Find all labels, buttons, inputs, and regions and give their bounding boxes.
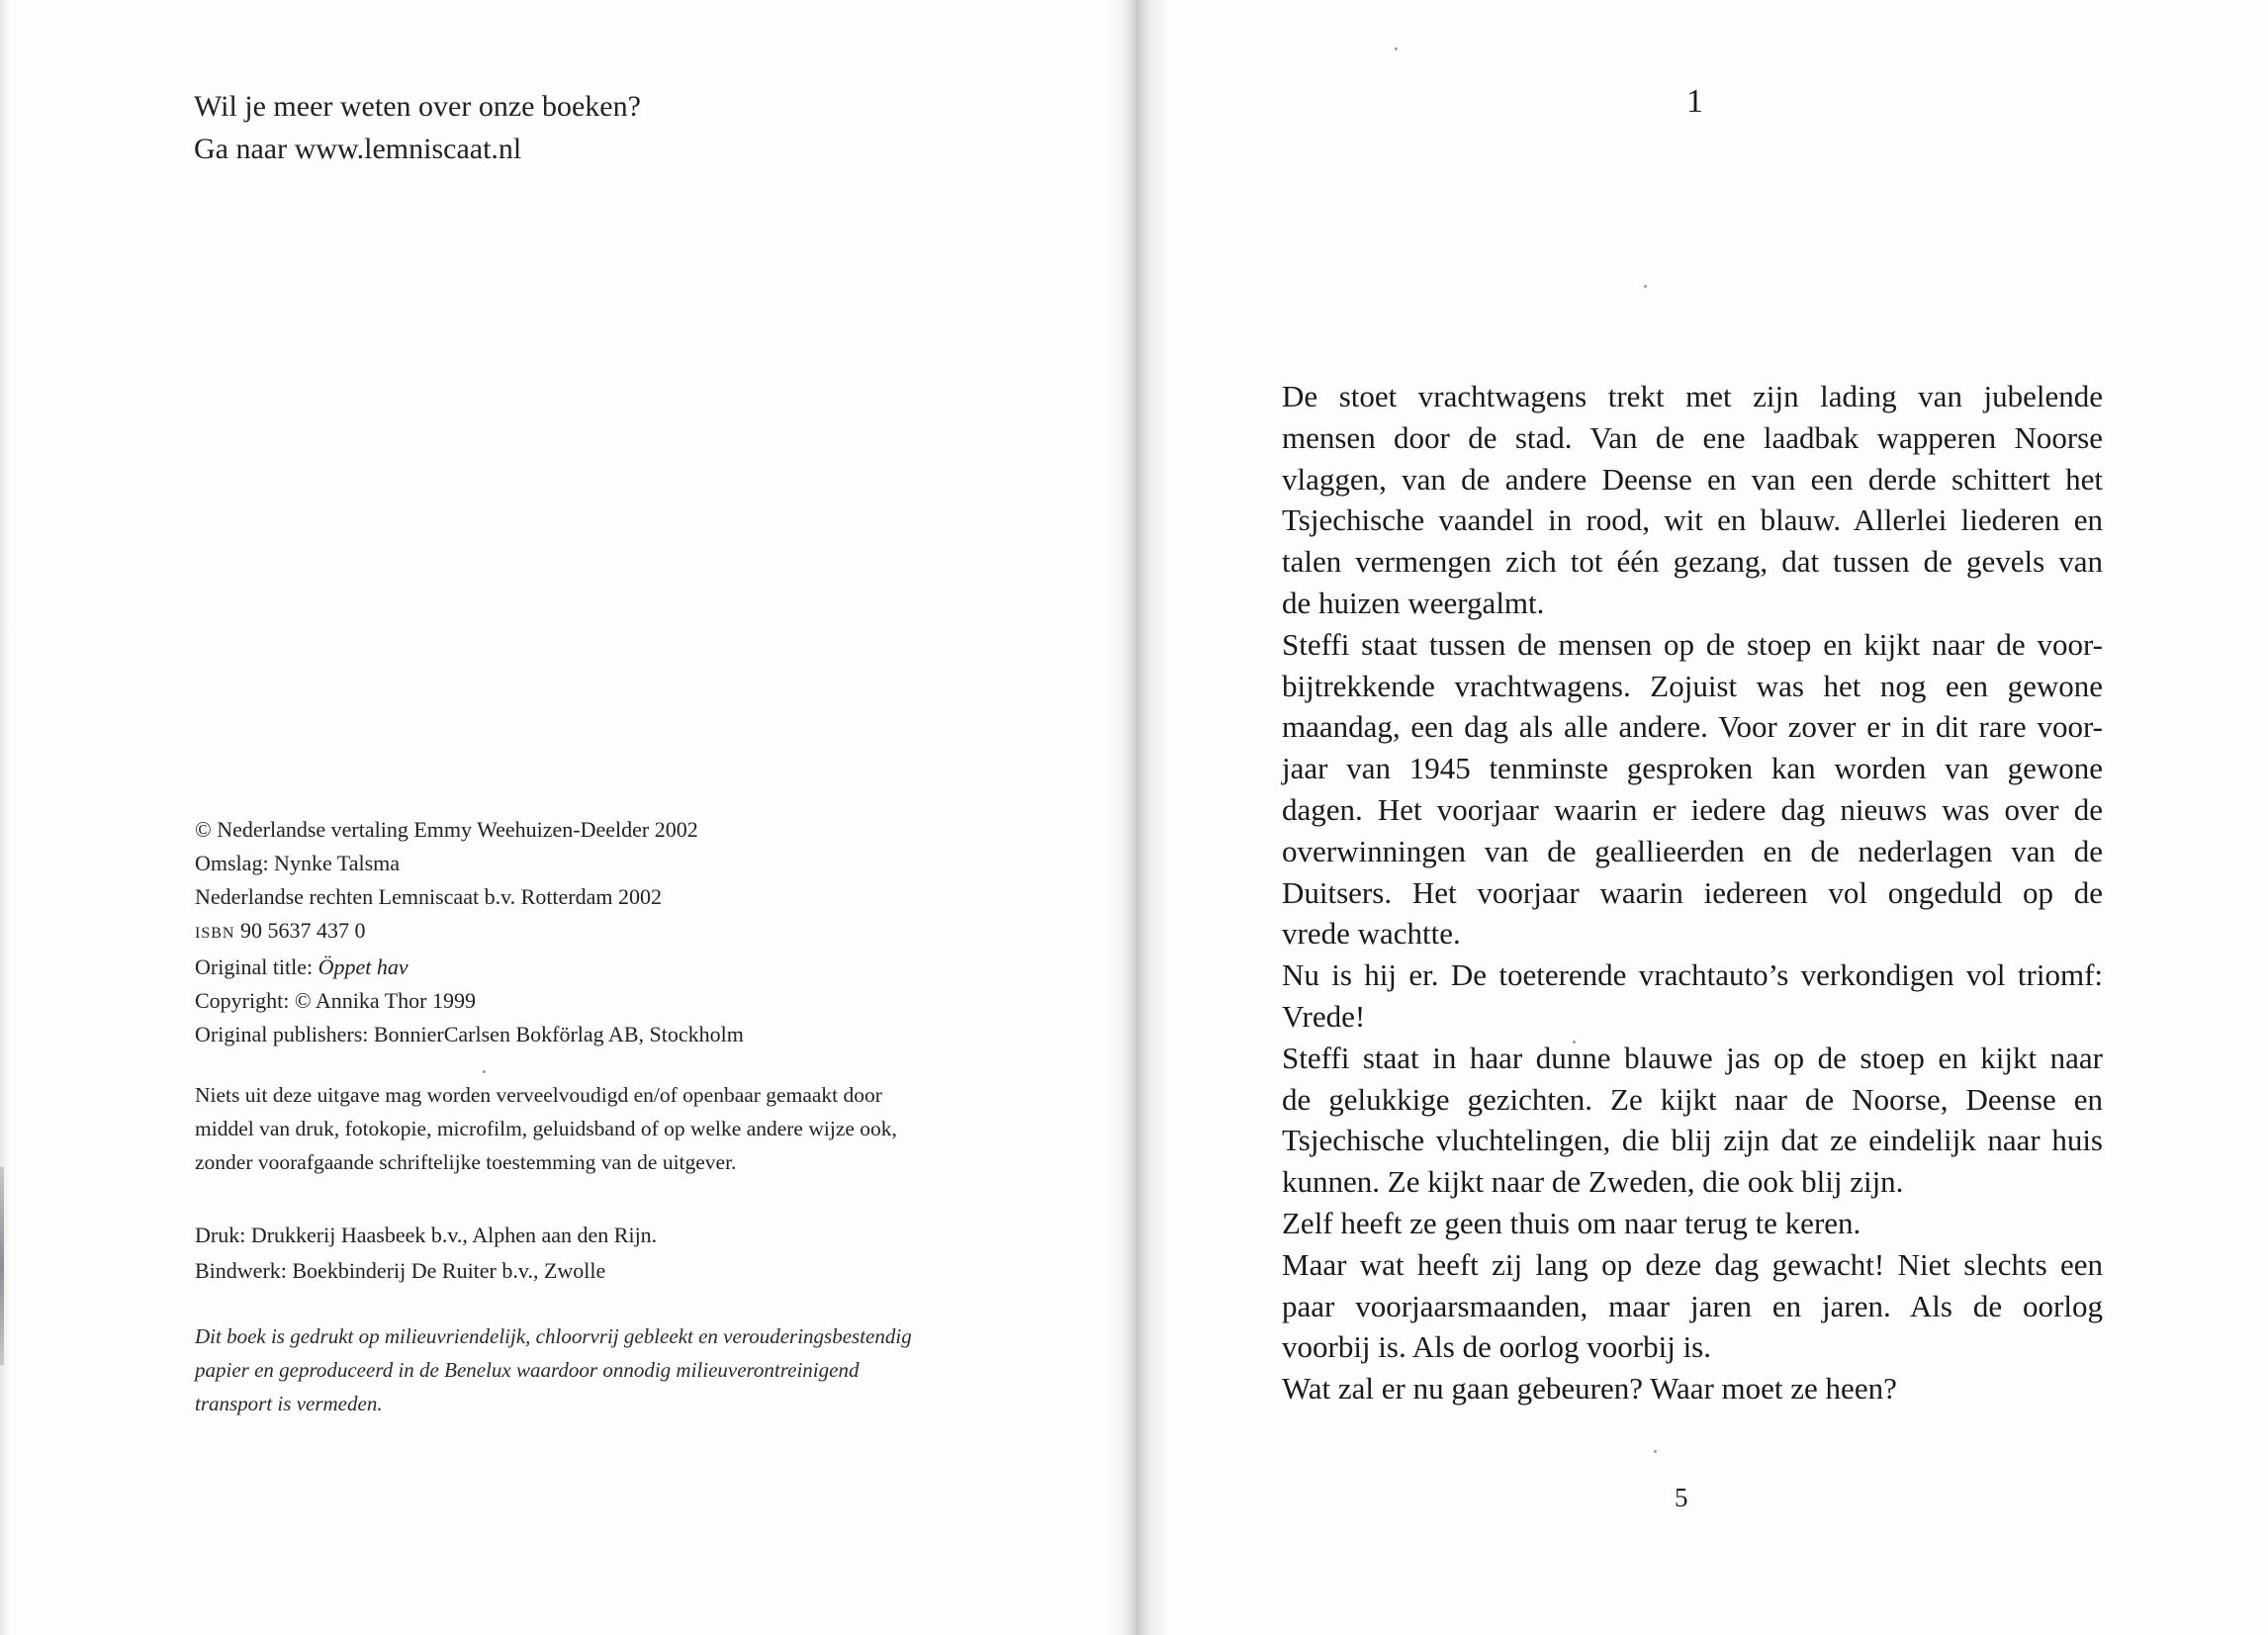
- website-promo: [194, 85, 641, 170]
- text-line: Tsjechische vaandel in rood, wit en blauw. Allerlei liederen en: [1282, 502, 2103, 538]
- credits-block: [195, 813, 1045, 1051]
- original-publishers: Original publishers: BonnierCarlsen Bokförlag AB, Stockholm: [195, 1022, 744, 1046]
- rights-notice: [195, 1078, 1045, 1179]
- chapter-number: 1: [1686, 83, 1703, 120]
- promo-line: Wil je meer weten over onze boeken?: [194, 90, 641, 123]
- text-line: mensen door de stad. Van de ene laadbak wapperen Noorse: [1282, 419, 2103, 455]
- binder-credit: Bindwerk: Boekbinderij De Ruiter b.v., Zwolle: [195, 1258, 606, 1283]
- text-line: de gelukkige gezichten. Ze kijkt naar de Noorse, Deense en: [1282, 1081, 2103, 1117]
- cover-credit: Omslag: Nynke Talsma: [195, 851, 401, 875]
- original-title-line: [195, 951, 1045, 984]
- text-line: vrede wachtte.: [1282, 916, 1461, 952]
- text-line: de huizen weergalmt.: [1282, 585, 1545, 620]
- text-line: De stoet vrachtwagens trekt met zijn lading van jubelende: [1282, 379, 2103, 413]
- notice-line: zonder voorafgaande schriftelijke toestemming van de uitgever.: [195, 1150, 737, 1174]
- text-line: kunnen. Ze kijkt naar de Zweden, die ook blij zijn.: [1282, 1164, 1904, 1200]
- printing-credits: [195, 1218, 657, 1289]
- text-line: Wat zal er nu gaan gebeuren? Waar moet ze heen?: [1282, 1371, 1897, 1407]
- text-line: Duitsers. Het voorjaar waarin iedereen vol ongeduld op de: [1282, 874, 2103, 910]
- printer-credit: Druk: Drukkerij Haasbeek b.v., Alphen aan den Rijn.: [195, 1223, 658, 1247]
- text-line: Steffi staat in haar dunne blauwe jas op de stoep en kijkt naar: [1282, 1040, 2103, 1075]
- text-line: Vrede!: [1282, 998, 1366, 1034]
- text-line: Tsjechische vluchtelingen, die blij zijn dat ze eindelijk naar huis: [1282, 1123, 2103, 1158]
- text-line: overwinningen van de geallieerden en de nederlagen van de: [1282, 833, 2103, 868]
- eco-line: transport is vermeden.: [195, 1392, 383, 1415]
- original-title: Öppet hav: [318, 954, 408, 979]
- text-line: maandag, een dag als alle andere. Voor zover er in dit rare voor-: [1282, 709, 2103, 745]
- promo-line-website: Ga naar www.lemniscaat.nl: [194, 133, 522, 165]
- eco-line: Dit boek is gedrukt op milieuvriendelijk, chloorvrij gebleekt en verouderingsbestendig: [195, 1324, 912, 1348]
- text-line: Nu is hij er. De toeterende vrachtauto’s verkondigen vol triomf:: [1282, 957, 2103, 993]
- right-page-chapter: [1147, 0, 2268, 1635]
- left-page-colophon: [0, 0, 1128, 1635]
- notice-line: Niets uit deze uitgave mag worden verveelvoudigd en/of openbaar gemaakt door: [195, 1083, 882, 1107]
- rights-credit: Nederlandse rechten Lemniscaat b.v. Rotterdam 2002: [195, 884, 663, 909]
- text-line: bijtrekkende vrachtwagens. Zojuist was het nog een gewone: [1282, 668, 2103, 703]
- page-number: 5: [1675, 1483, 1688, 1512]
- original-title-label: Original title:: [195, 954, 314, 979]
- isbn-label: ISBN: [195, 925, 235, 942]
- text-line: Zelf heeft ze geen thuis om naar terug te keren.: [1282, 1205, 1861, 1240]
- text-line: Maar wat heeft zij lang op deze dag gewacht! Niet slechts een: [1282, 1246, 2103, 1282]
- translation-credit: © Nederlandse vertaling Emmy Weehuizen-Deelder 2002: [195, 817, 698, 842]
- copyright-credit: Copyright: © Annika Thor 1999: [195, 988, 476, 1013]
- text-line: dagen. Het voorjaar waarin er iedere dag nieuws was over de: [1282, 791, 2103, 827]
- text-line: voorbij is. Als de oorlog voorbij is.: [1282, 1329, 1711, 1365]
- notice-line: middel van druk, fotokopie, microfilm, geluidsband of op welke andere wijze ook,: [195, 1117, 897, 1140]
- text-line: paar voorjaarsmaanden, maar jaren en jaren. Als de oorlog: [1282, 1288, 2103, 1323]
- eco-statement: [195, 1319, 1045, 1420]
- text-line: Steffi staat tussen de mensen op de stoep en kijkt naar de voor-: [1282, 626, 2103, 662]
- isbn-line: [195, 914, 1045, 951]
- text-line: talen vermengen zich tot één gezang, dat tussen de gevels van: [1282, 544, 2103, 580]
- chapter-text: [1282, 376, 2103, 1409]
- text-line: jaar van 1945 tenminste gesproken kan worden van gewone: [1282, 751, 2103, 786]
- eco-line: papier en geproduceerd in de Benelux waardoor onnodig milieuverontreinigend: [195, 1358, 860, 1382]
- isbn-value: 90 5637 437 0: [239, 918, 366, 943]
- text-line: vlaggen, van de andere Deense en van een derde schittert het: [1282, 461, 2103, 497]
